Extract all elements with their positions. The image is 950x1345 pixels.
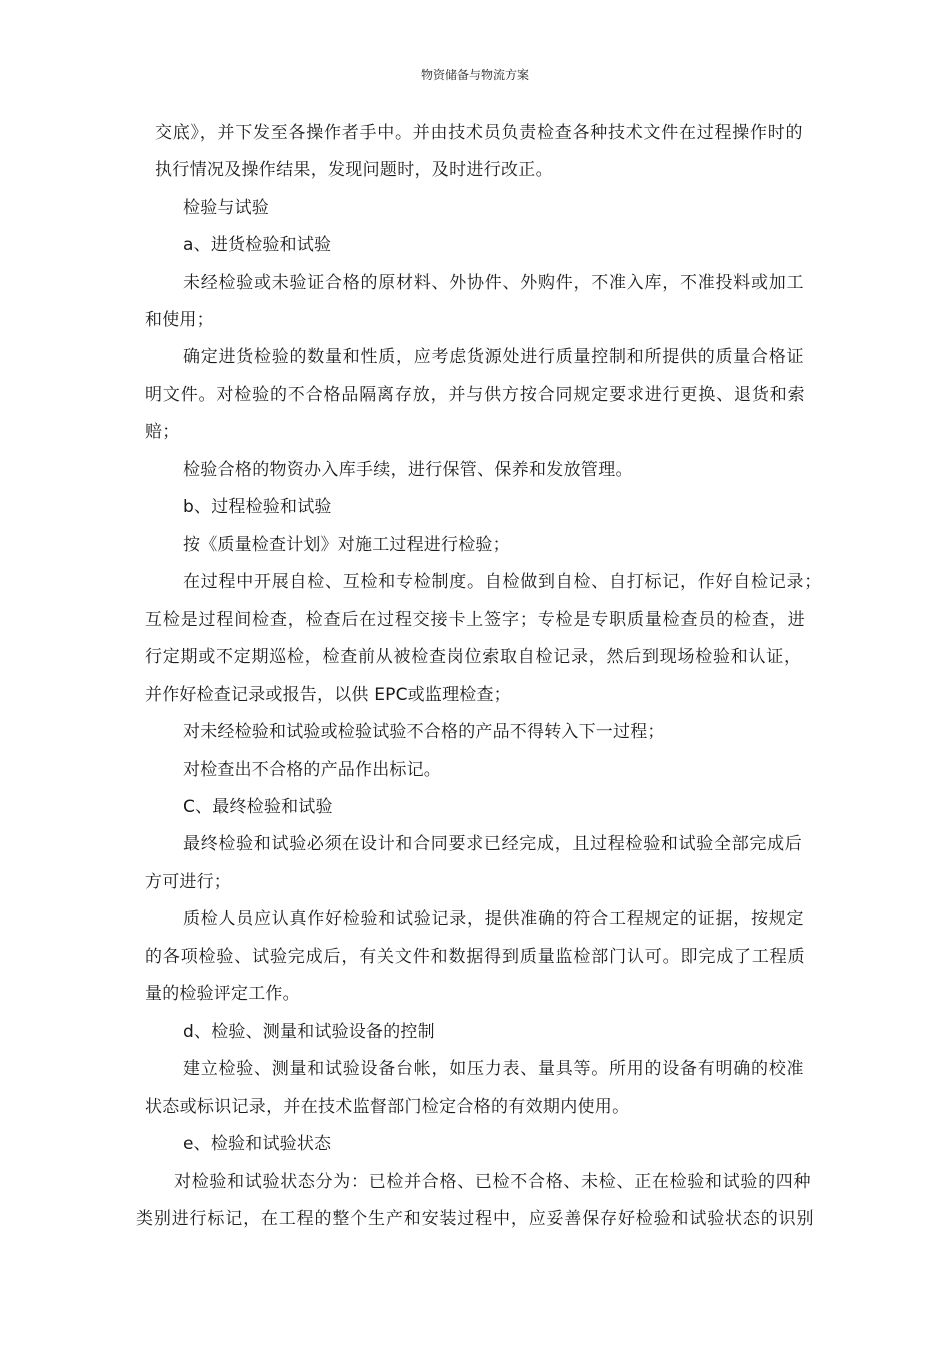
paragraph-line: 确定进货检验的数量和性质，应考虑货源处进行质量控制和所提供的质量合格证 xyxy=(183,347,805,367)
section-heading: e、检验和试验状态 xyxy=(183,1134,332,1154)
paragraph-line: 类别进行标记，在工程的整个生产和安装过程中，应妥善保存好检验和试验状态的识别 xyxy=(136,1209,815,1229)
paragraph-line: 赔； xyxy=(145,422,180,442)
paragraph-line: 行定期或不定期巡检，检查前从被检查岗位索取自检记录，然后到现场检验和认证， xyxy=(145,647,802,667)
section-heading: C、最终检验和试验 xyxy=(183,797,333,817)
section-heading: d、检验、测量和试验设备的控制 xyxy=(183,1022,435,1042)
paragraph-line: 对检查出不合格的产品作出标记。 xyxy=(183,760,441,780)
paragraph-line: 和使用； xyxy=(145,310,214,330)
paragraph-line: 检验合格的物资办入库手续，进行保管、保养和发放管理。 xyxy=(183,460,633,480)
section-heading: a、进货检验和试验 xyxy=(183,235,332,255)
paragraph-line: 在过程中开展自检、互检和专检制度。自检做到自检、自打标记，作好自检记录； xyxy=(183,572,822,592)
paragraph-line: 建立检验、测量和试验设备台帐，如压力表、量具等。所用的设备有明确的校准 xyxy=(183,1059,805,1079)
page-header: 物资储备与物流方案 xyxy=(420,68,529,82)
paragraph-line: 状态或标识记录，并在技术监督部门检定合格的有效期内使用。 xyxy=(145,1097,630,1117)
paragraph-line: 按《质量检查计划》对施工过程进行检验； xyxy=(183,535,510,555)
paragraph-line: 未经检验或未验证合格的原材料、外协件、外购件，不准入库，不准投料或加工 xyxy=(183,273,805,293)
paragraph-line: 量的检验评定工作。 xyxy=(145,984,300,1004)
paragraph-line: 并作好检查记录或报告，以供 EPC或监理检查； xyxy=(145,685,511,705)
paragraph-line: 方可进行； xyxy=(145,872,231,892)
paragraph-line: 对检验和试验状态分为：已检并合格、已检不合格、未检、正在检验和试验的四种 xyxy=(174,1172,812,1192)
section-heading: 检验与试验 xyxy=(183,198,269,218)
paragraph-line: 明文件。对检验的不合格品隔离存放，并与供方按合同规定要求进行更换、退货和索 xyxy=(145,385,806,405)
section-heading: b、过程检验和试验 xyxy=(183,497,332,517)
paragraph-line: 对未经检验和试验或检验试验不合格的产品不得转入下一过程； xyxy=(183,722,665,742)
paragraph-line: 交底》，并下发至各操作者手中。并由技术员负责检查各种技术文件在过程操作时的 xyxy=(155,123,804,143)
paragraph-line: 最终检验和试验必须在设计和合同要求已经完成，且过程检验和试验全部完成后 xyxy=(183,834,803,854)
paragraph-line: 互检是过程间检查，检查后在过程交接卡上签字；专检是专职质量检查员的检查，进 xyxy=(145,610,806,630)
paragraph-line: 执行情况及操作结果，发现问题时，及时进行改正。 xyxy=(155,160,553,180)
paragraph-line: 质检人员应认真作好检验和试验记录，提供准确的符合工程规定的证据，按规定 xyxy=(183,909,805,929)
paragraph-line: 的各项检验、试验完成后，有关文件和数据得到质量监检部门认可。即完成了工程质 xyxy=(145,947,806,967)
